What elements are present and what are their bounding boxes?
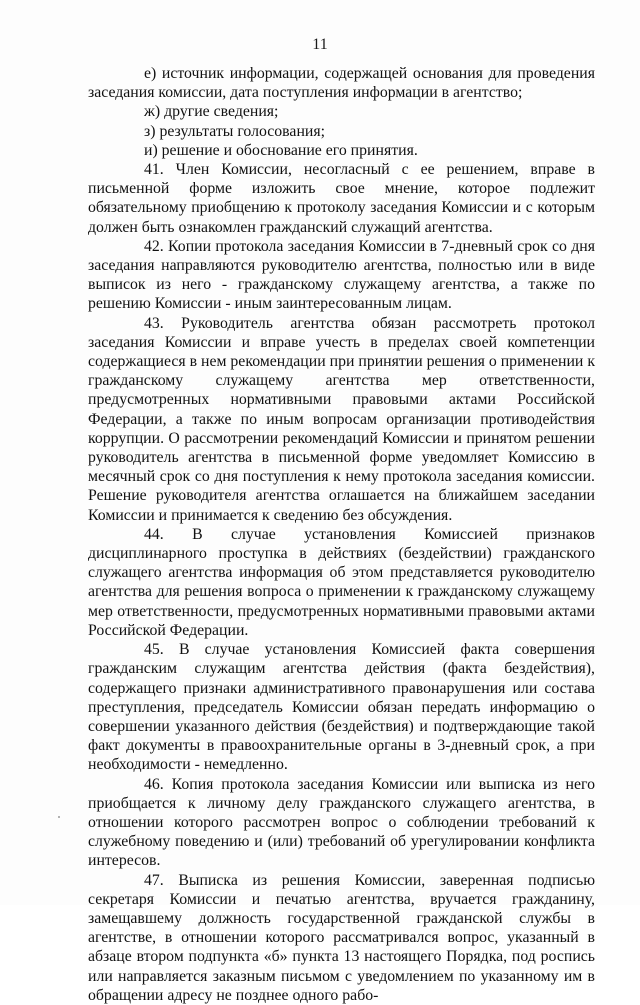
paragraph-item-z: з) результаты голосования;	[144, 122, 326, 140]
paragraph-item-e: е) источник информации, содержащей основания для проведения заседания комиссии, дата поступления информации в агентство;	[88, 65, 595, 102]
paragraph-44: 44. В случае установления Комиссией признаков дисциплинарного проступка в действиях (бездействии) гражданского служащего агентства информация об этом представляется руководителю агентства для решения вопроса о применении к гражданскому служащему мер ответственности, предусмотренных нормативными правовыми актами Российской Федерации.	[88, 525, 595, 639]
document-body	[88, 64, 595, 1005]
paragraph-42: 42. Копии протокола заседания Комиссии в 7-дневный срок со дня заседания направляются руководителю агентства, полностью или в виде выписок из него - гражданскому служащему агентства, а также по решению Комиссии - иным заинтересованным лицам.	[88, 237, 595, 313]
paragraph-41: 41. Член Комиссии, несогласный с ее решением, вправе в письменной форме изложить свое мнение, которое подлежит обязательному приобщению к протоколу заседания Комиссии и с которым должен быть ознакомлен гражданский служащий агентства.	[88, 161, 595, 236]
paragraph-47: 47. Выписка из решения Комиссии, заверенная подписью секретаря Комиссии и печатью агентства, вручается гражданину, замещавшему должность государственной гражданской службы в агентстве, в отношении которого рассматривался вопрос, указанный в абзаце втором подпункта «б» пункта 13 настоящего Порядка, под роспись или направляется заказным письмом с уведомлением по указанному им в обращении адресу не позднее одного рабо-	[88, 871, 595, 1004]
page-number: 11	[312, 36, 328, 53]
paragraph-46: 46. Копия протокола заседания Комиссии или выписка из него приобщается к личному делу гражданского служащего агентства, в отношении которого рассмотрен вопрос о соблюдении требований к служебному поведению и (или) требований об урегулировании конфликта интересов.	[88, 775, 595, 870]
paragraph-item-i: и) решение и обоснование его принятия.	[144, 141, 418, 159]
paragraph-43: 43. Руководитель агентства обязан рассмотреть протокол заседания Комиссии и вправе учесть в пределах своей компетенции содержащиеся в нем рекомендации при принятии решения о применении к гражданскому служащему агентства мер ответственности, предусмотренных нормативными правовыми актами Российской Федерации, а также по иным вопросам организации противодействия коррупции. О рассмотрении рекомендаций Комиссии и принятом решении руководитель агентства в письменной форме уведомляет Комиссию в месячный срок со дня поступления к нему протокола заседания комиссии. Решение руководителя агентства оглашается на ближайшем заседании Комиссии и принимается к сведению без обсуждения.	[88, 314, 595, 524]
scan-speck	[58, 816, 60, 818]
paragraph-45: 45. В случае установления Комиссией факта совершения гражданским служащим агентства действия (факта бездействия), содержащего признаки административного правонарушения или состава преступления, председатель Комиссии обязан передать информацию о совершении указанного действия (бездействия) и подтверждающие такой факт документы в правоохранительные органы в 3-дневный срок, а при необходимости - немедленно.	[88, 641, 595, 774]
paragraph-item-zh: ж) другие сведения;	[144, 103, 279, 121]
